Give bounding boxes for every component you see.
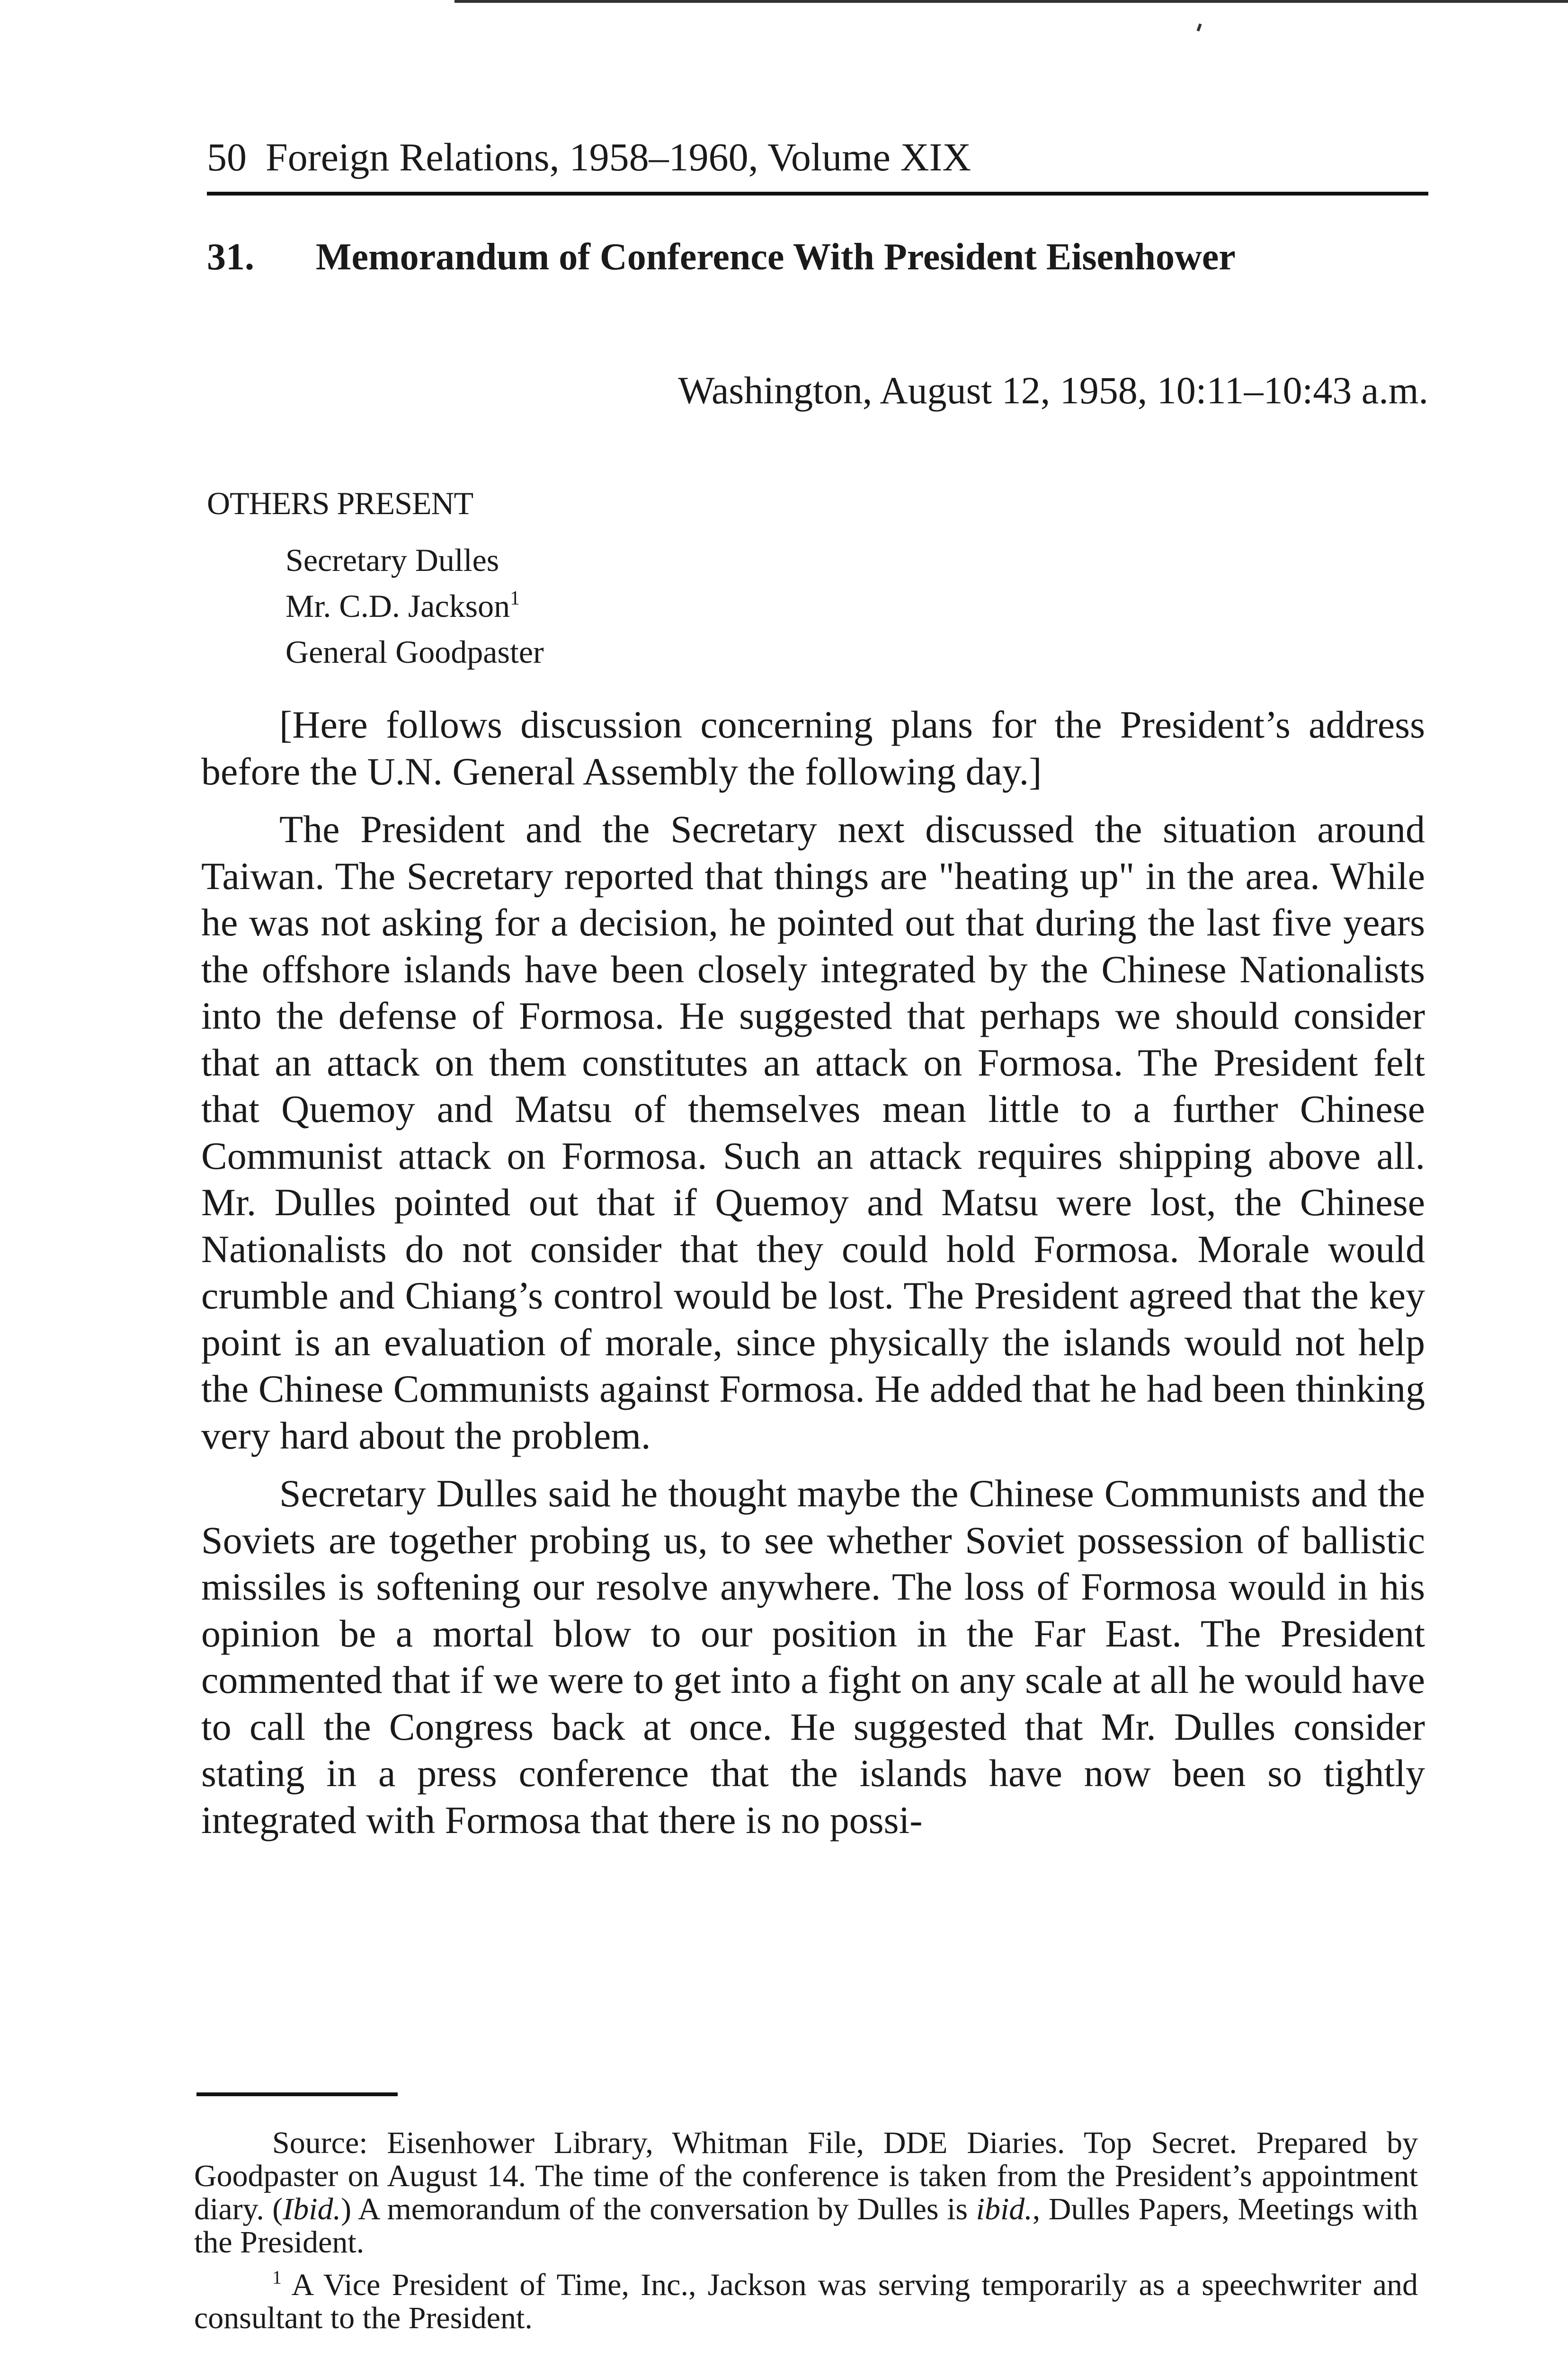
body-paragraph: Secretary Dulles said he thought maybe the Chinese Communists and the Soviets are together probing us, to see whether Soviet possession of ballistic missiles is softening our resolve anywhere. The loss of Formosa would in his opinion be a mortal blow to our position in the Far East. The President commented that if we were to get into a fight on any scale at all he would have to call the Congress back at once. He suggested that Mr. Dulles consider stating in a press conference that the islands have now been so tightly integrated with Formosa that there is no possi- (201, 1472, 1425, 1842)
footnote-1: $^1$ A Vice President of Time, Inc., Jackson was serving temporarily as a speechwriter and consultant to the President. (194, 2267, 1418, 2335)
attendee-list (285, 537, 544, 675)
footnote-marker: 1 (510, 587, 520, 609)
header-rule (207, 192, 1428, 196)
attendee-item: Secretary Dulles (285, 542, 499, 578)
footnotes (194, 2127, 1418, 2344)
body-paragraph: [Here follows discussion concerning plans for the President’s address before the U.N. General Assembly the following day.] (201, 703, 1425, 793)
document-title: Memorandum of Conference With President Eisenhower (316, 236, 1236, 278)
footnote-marker: 1 (272, 2267, 282, 2288)
body-paragraph: The President and the Secretary next discussed the situation around Taiwan. The Secretary reported that things are "heating up" in the area. While he was not asking for a decision, he pointed out that during the last five years the offshore islands have been closely integrated by the Chinese Nationalists into the defense of Formosa. He suggested that perhaps we should consider that an attack on them constitutes an attack on Formosa. The President felt that Quemoy and Matsu of themselves mean little to a further Chinese Communist attack on Formosa. Such an attack requires shipping above all. Mr. Dulles pointed out that if Quemoy and Matsu were lost, the Chinese Nationalists do not consider that they could hold Formosa. Morale would crumble and Chiang’s control would be lost. The President agreed that the key point is an evaluation of morale, since physically the islands would not help the Chinese Communists against Formosa. He added that he had been thinking very hard about the problem. (201, 808, 1425, 1457)
volume-title: Foreign Relations, 1958–1960, Volume XIX (266, 135, 971, 179)
dateline: Washington, August 12, 1958, 10:11–10:43 a.m. (678, 369, 1428, 412)
scan-top-edge-line (454, 0, 1568, 3)
others-present-heading: OTHERS PRESENT (207, 485, 473, 521)
memorandum-body (201, 702, 1425, 1855)
page-number: 50 (207, 135, 247, 179)
scan-stray-mark (1196, 23, 1202, 31)
attendee-item: General Goodpaster (285, 634, 544, 670)
source-note: Source: Eisenhower Library, Whitman File, DDE Diaries. Top Secret. Prepared by Goodpaster on August 14. The time of the conference is taken from the President’s appointment diary. (Ibid.) A memorandum of the conversation by Dulles is ibid., Dulles Papers, Meetings with the President. (194, 2126, 1418, 2260)
footnote-separator (196, 2092, 398, 2096)
attendee-item: Mr. C.D. Jackson$^1$ (285, 587, 520, 624)
document-number: 31. (207, 236, 254, 278)
document-heading (207, 231, 1428, 283)
running-header (207, 132, 1428, 184)
